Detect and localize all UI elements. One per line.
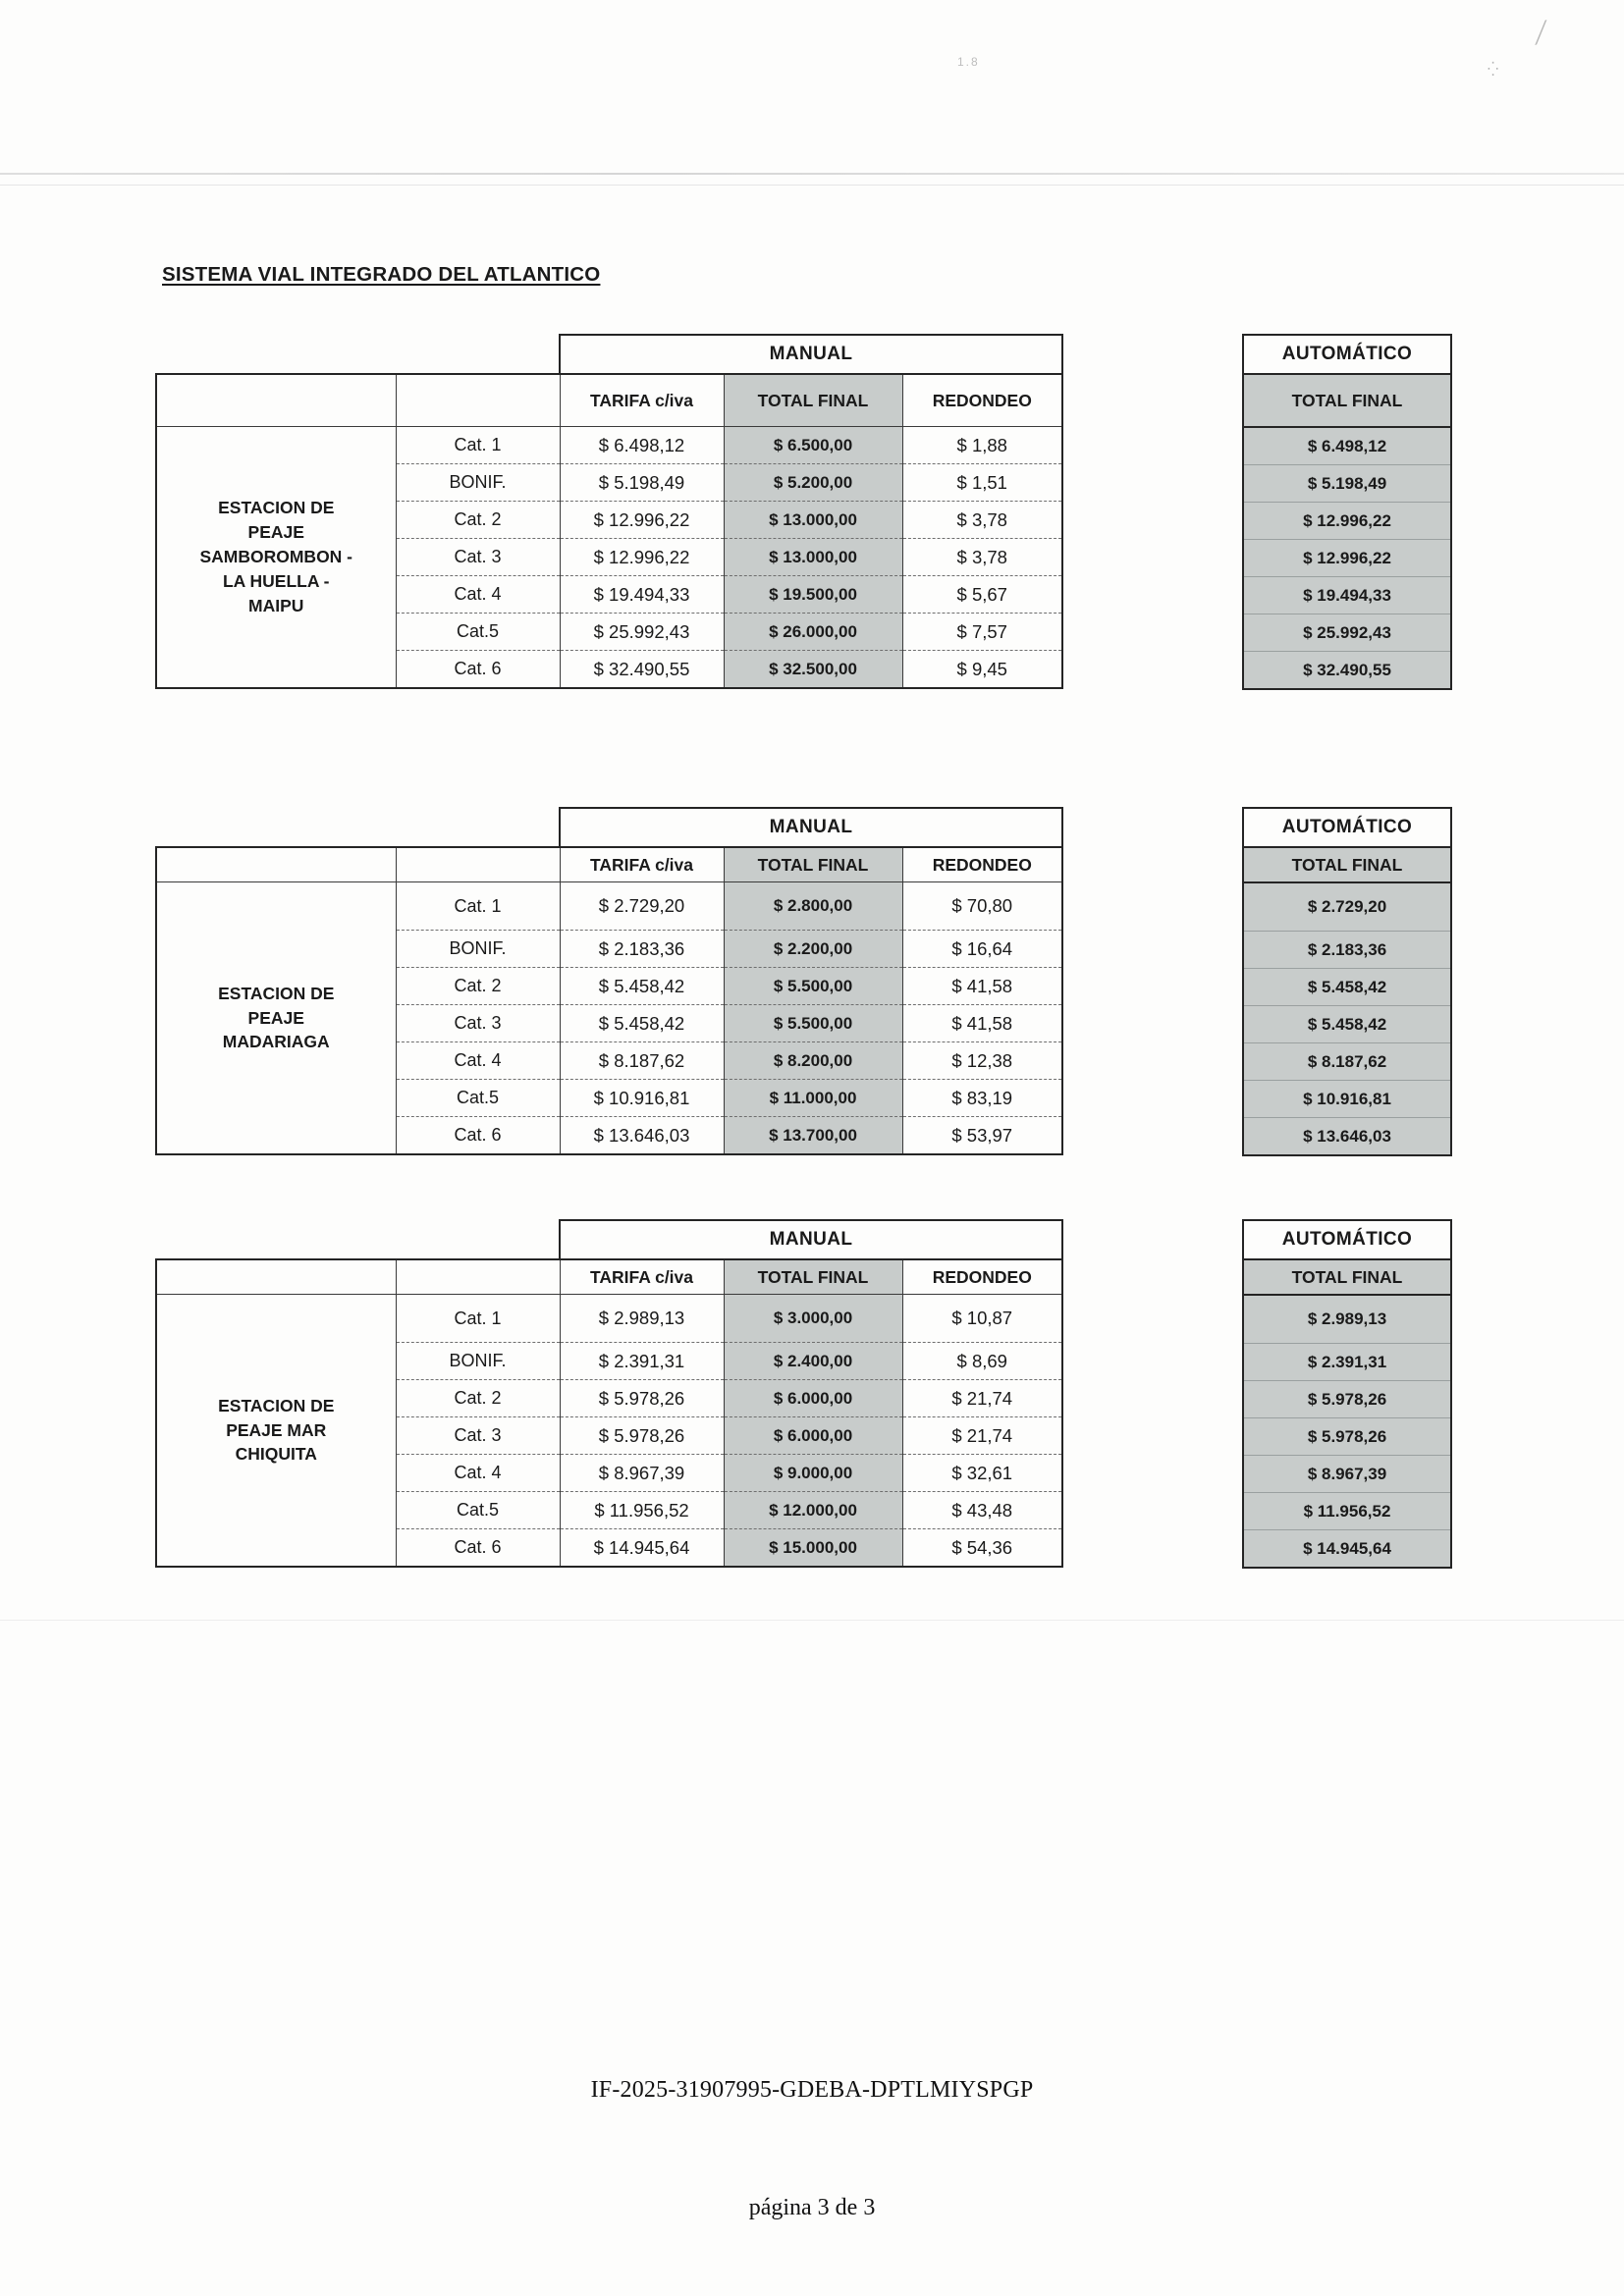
table-row-redondeo: $ 41,58 — [902, 968, 1062, 1005]
auto-total-final-header-3: TOTAL FINAL — [1243, 1259, 1451, 1295]
table-row-redondeo: $ 8,69 — [902, 1343, 1062, 1380]
table-row-total: $ 15.000,00 — [724, 1529, 902, 1568]
auto-row-value: $ 2.183,36 — [1243, 932, 1451, 969]
auto-row-value: $ 12.996,22 — [1243, 503, 1451, 540]
table-row-redondeo: $ 5,67 — [902, 576, 1062, 614]
scan-mark-top-right: ⟋ — [1527, 15, 1555, 51]
station-line: LA HUELLA - — [222, 570, 330, 591]
table-row-redondeo: $ 9,45 — [902, 651, 1062, 689]
table-row-tarifa: $ 10.916,81 — [560, 1080, 724, 1117]
automatic-table-2 — [1242, 807, 1452, 1156]
table-row-redondeo: $ 54,36 — [902, 1529, 1062, 1568]
tarifa-header-2: TARIFA c/iva — [560, 847, 724, 882]
table-row-redondeo: $ 3,78 — [902, 502, 1062, 539]
table-row-tarifa: $ 2.729,20 — [560, 882, 724, 931]
auto-row-value: $ 2.989,13 — [1243, 1295, 1451, 1344]
category-header-blank-1 — [396, 374, 560, 427]
table-row-tarifa: $ 8.187,62 — [560, 1042, 724, 1080]
table-row-cat: Cat. 2 — [396, 968, 560, 1005]
station-name-1 — [156, 427, 396, 689]
manual-table-1 — [155, 334, 1063, 689]
station-line: CHIQUITA — [235, 1444, 317, 1465]
table-row-cat: Cat. 2 — [396, 1380, 560, 1417]
table-row-total: $ 12.000,00 — [724, 1492, 902, 1529]
automatico-header-3: AUTOMÁTICO — [1243, 1220, 1451, 1259]
manual-header-2: MANUAL — [560, 808, 1062, 847]
table-row-cat: Cat. 2 — [396, 502, 560, 539]
station-line: ESTACION DE — [218, 983, 335, 1003]
auto-row-value: $ 2.391,31 — [1243, 1344, 1451, 1381]
auto-row-value: $ 5.458,42 — [1243, 1006, 1451, 1043]
scan-smudge-top-center: 1.8 — [957, 55, 980, 69]
auto-total-final-header-2: TOTAL FINAL — [1243, 847, 1451, 882]
table-row-tarifa: $ 6.498,12 — [560, 427, 724, 464]
table-row-redondeo: $ 12,38 — [902, 1042, 1062, 1080]
station-line: PEAJE — [247, 1007, 304, 1028]
table-row-tarifa: $ 2.183,36 — [560, 931, 724, 968]
auto-row-value: $ 10.916,81 — [1243, 1081, 1451, 1118]
automatico-header-1: AUTOMÁTICO — [1243, 335, 1451, 374]
table-row-tarifa: $ 12.996,22 — [560, 502, 724, 539]
station-name-3 — [156, 1295, 396, 1568]
table-row-total: $ 8.200,00 — [724, 1042, 902, 1080]
table-row-cat: Cat. 4 — [396, 1042, 560, 1080]
redondeo-header-1: REDONDEO — [902, 374, 1062, 427]
station-line: ESTACION DE — [218, 1395, 335, 1415]
auto-row-value: $ 12.996,22 — [1243, 540, 1451, 577]
page-title: SISTEMA VIAL INTEGRADO DEL ATLANTICO — [162, 263, 601, 286]
station-line: ESTACION DE — [218, 498, 335, 518]
auto-row-value: $ 8.187,62 — [1243, 1043, 1451, 1081]
automatic-table-1 — [1242, 334, 1452, 690]
auto-row-value: $ 19.494,33 — [1243, 577, 1451, 614]
scan-dot-top-right: ⁛ — [1488, 61, 1499, 77]
station-header-blank-1 — [156, 374, 396, 427]
total-final-header-3: TOTAL FINAL — [724, 1259, 902, 1295]
table-row-cat: Cat. 3 — [396, 539, 560, 576]
category-header-blank-3 — [396, 1259, 560, 1295]
table-row-total: $ 13.700,00 — [724, 1117, 902, 1155]
station-line: PEAJE — [247, 522, 304, 543]
table-row-total: $ 19.500,00 — [724, 576, 902, 614]
table-row-cat: BONIF. — [396, 1343, 560, 1380]
table-row-tarifa: $ 5.458,42 — [560, 1005, 724, 1042]
table-row-cat: Cat. 6 — [396, 1117, 560, 1155]
auto-row-value: $ 2.729,20 — [1243, 882, 1451, 932]
table-row-tarifa: $ 11.956,52 — [560, 1492, 724, 1529]
table-row-redondeo: $ 10,87 — [902, 1295, 1062, 1343]
auto-row-value: $ 14.945,64 — [1243, 1530, 1451, 1569]
auto-row-value: $ 11.956,52 — [1243, 1493, 1451, 1530]
table-row-cat: Cat. 1 — [396, 427, 560, 464]
auto-row-value: $ 5.978,26 — [1243, 1418, 1451, 1456]
table-row-total: $ 9.000,00 — [724, 1455, 902, 1492]
auto-row-value: $ 6.498,12 — [1243, 427, 1451, 465]
scan-line-artifact-secondary — [0, 185, 1624, 186]
station-line: MAIPU — [248, 595, 304, 615]
station-line: MADARIAGA — [222, 1032, 330, 1052]
tarifa-header-3: TARIFA c/iva — [560, 1259, 724, 1295]
auto-total-final-header-1: TOTAL FINAL — [1243, 374, 1451, 427]
table-row-total: $ 26.000,00 — [724, 614, 902, 651]
table-row-redondeo: $ 53,97 — [902, 1117, 1062, 1155]
table-row-redondeo: $ 1,51 — [902, 464, 1062, 502]
table-row-cat: Cat. 3 — [396, 1005, 560, 1042]
table-row-total: $ 32.500,00 — [724, 651, 902, 689]
table-row-redondeo: $ 43,48 — [902, 1492, 1062, 1529]
table-row-cat: Cat. 6 — [396, 651, 560, 689]
table-row-total: $ 13.000,00 — [724, 502, 902, 539]
manual-header-3: MANUAL — [560, 1220, 1062, 1259]
table-row-tarifa: $ 19.494,33 — [560, 576, 724, 614]
table-row-tarifa: $ 5.198,49 — [560, 464, 724, 502]
table-row-tarifa: $ 5.978,26 — [560, 1417, 724, 1455]
table-row-cat: Cat.5 — [396, 1080, 560, 1117]
table-row-tarifa: $ 13.646,03 — [560, 1117, 724, 1155]
redondeo-header-2: REDONDEO — [902, 847, 1062, 882]
table-row-tarifa: $ 32.490,55 — [560, 651, 724, 689]
table-row-redondeo: $ 1,88 — [902, 427, 1062, 464]
auto-row-value: $ 8.967,39 — [1243, 1456, 1451, 1493]
table-row-cat: BONIF. — [396, 464, 560, 502]
table-row-total: $ 11.000,00 — [724, 1080, 902, 1117]
table-row-cat: Cat. 1 — [396, 882, 560, 931]
table-row-tarifa: $ 5.978,26 — [560, 1380, 724, 1417]
table-row-total: $ 6.500,00 — [724, 427, 902, 464]
manual-table-2 — [155, 807, 1063, 1155]
table-row-tarifa: $ 2.989,13 — [560, 1295, 724, 1343]
table-row-cat: Cat. 1 — [396, 1295, 560, 1343]
table-row-redondeo: $ 7,57 — [902, 614, 1062, 651]
table-row-tarifa: $ 2.391,31 — [560, 1343, 724, 1380]
table-row-redondeo: $ 32,61 — [902, 1455, 1062, 1492]
table-row-cat: Cat. 3 — [396, 1417, 560, 1455]
table-row-total: $ 5.500,00 — [724, 1005, 902, 1042]
station-header-blank-3 — [156, 1259, 396, 1295]
automatic-table-3 — [1242, 1219, 1452, 1569]
auto-row-value: $ 5.978,26 — [1243, 1381, 1451, 1418]
table-row-tarifa: $ 25.992,43 — [560, 614, 724, 651]
total-final-header-2: TOTAL FINAL — [724, 847, 902, 882]
station-line: PEAJE MAR — [226, 1419, 327, 1440]
table-row-total: $ 13.000,00 — [724, 539, 902, 576]
auto-row-value: $ 5.458,42 — [1243, 969, 1451, 1006]
table-row-redondeo: $ 21,74 — [902, 1417, 1062, 1455]
manual-table-3 — [155, 1219, 1063, 1568]
table-row-tarifa: $ 14.945,64 — [560, 1529, 724, 1568]
table-row-cat: Cat. 6 — [396, 1529, 560, 1568]
table-row-total: $ 2.800,00 — [724, 882, 902, 931]
tarifa-header-1: TARIFA c/iva — [560, 374, 724, 427]
auto-row-value: $ 13.646,03 — [1243, 1118, 1451, 1156]
table-row-redondeo: $ 3,78 — [902, 539, 1062, 576]
scan-line-artifact — [0, 173, 1624, 175]
page-number: página 3 de 3 — [748, 2195, 876, 2220]
table-row-cat: Cat.5 — [396, 614, 560, 651]
table-row-total: $ 2.400,00 — [724, 1343, 902, 1380]
category-header-blank-2 — [396, 847, 560, 882]
scan-line-artifact-middle — [0, 1620, 1624, 1621]
table-row-total: $ 2.200,00 — [724, 931, 902, 968]
table-row-total: $ 5.200,00 — [724, 464, 902, 502]
auto-row-value: $ 5.198,49 — [1243, 465, 1451, 503]
table-row-tarifa: $ 8.967,39 — [560, 1455, 724, 1492]
automatico-header-2: AUTOMÁTICO — [1243, 808, 1451, 847]
document-reference-code: IF-2025-31907995-GDEBA-DPTLMIYSPGP — [590, 2077, 1034, 2103]
auto-row-value: $ 32.490,55 — [1243, 652, 1451, 690]
table-row-total: $ 6.000,00 — [724, 1380, 902, 1417]
manual-header-1: MANUAL — [560, 335, 1062, 374]
table-row-redondeo: $ 41,58 — [902, 1005, 1062, 1042]
table-row-redondeo: $ 70,80 — [902, 882, 1062, 931]
table-row-cat: BONIF. — [396, 931, 560, 968]
total-final-header-1: TOTAL FINAL — [724, 374, 902, 427]
table-row-redondeo: $ 16,64 — [902, 931, 1062, 968]
station-header-blank-2 — [156, 847, 396, 882]
table-row-total: $ 3.000,00 — [724, 1295, 902, 1343]
station-line: SAMBOROMBON - — [199, 547, 353, 567]
table-row-total: $ 5.500,00 — [724, 968, 902, 1005]
table-row-cat: Cat.5 — [396, 1492, 560, 1529]
table-row-total: $ 6.000,00 — [724, 1417, 902, 1455]
table-row-cat: Cat. 4 — [396, 576, 560, 614]
redondeo-header-3: REDONDEO — [902, 1259, 1062, 1295]
table-row-tarifa: $ 5.458,42 — [560, 968, 724, 1005]
auto-row-value: $ 25.992,43 — [1243, 614, 1451, 652]
table-row-redondeo: $ 83,19 — [902, 1080, 1062, 1117]
table-row-tarifa: $ 12.996,22 — [560, 539, 724, 576]
table-row-cat: Cat. 4 — [396, 1455, 560, 1492]
table-row-redondeo: $ 21,74 — [902, 1380, 1062, 1417]
station-name-2 — [156, 882, 396, 1155]
